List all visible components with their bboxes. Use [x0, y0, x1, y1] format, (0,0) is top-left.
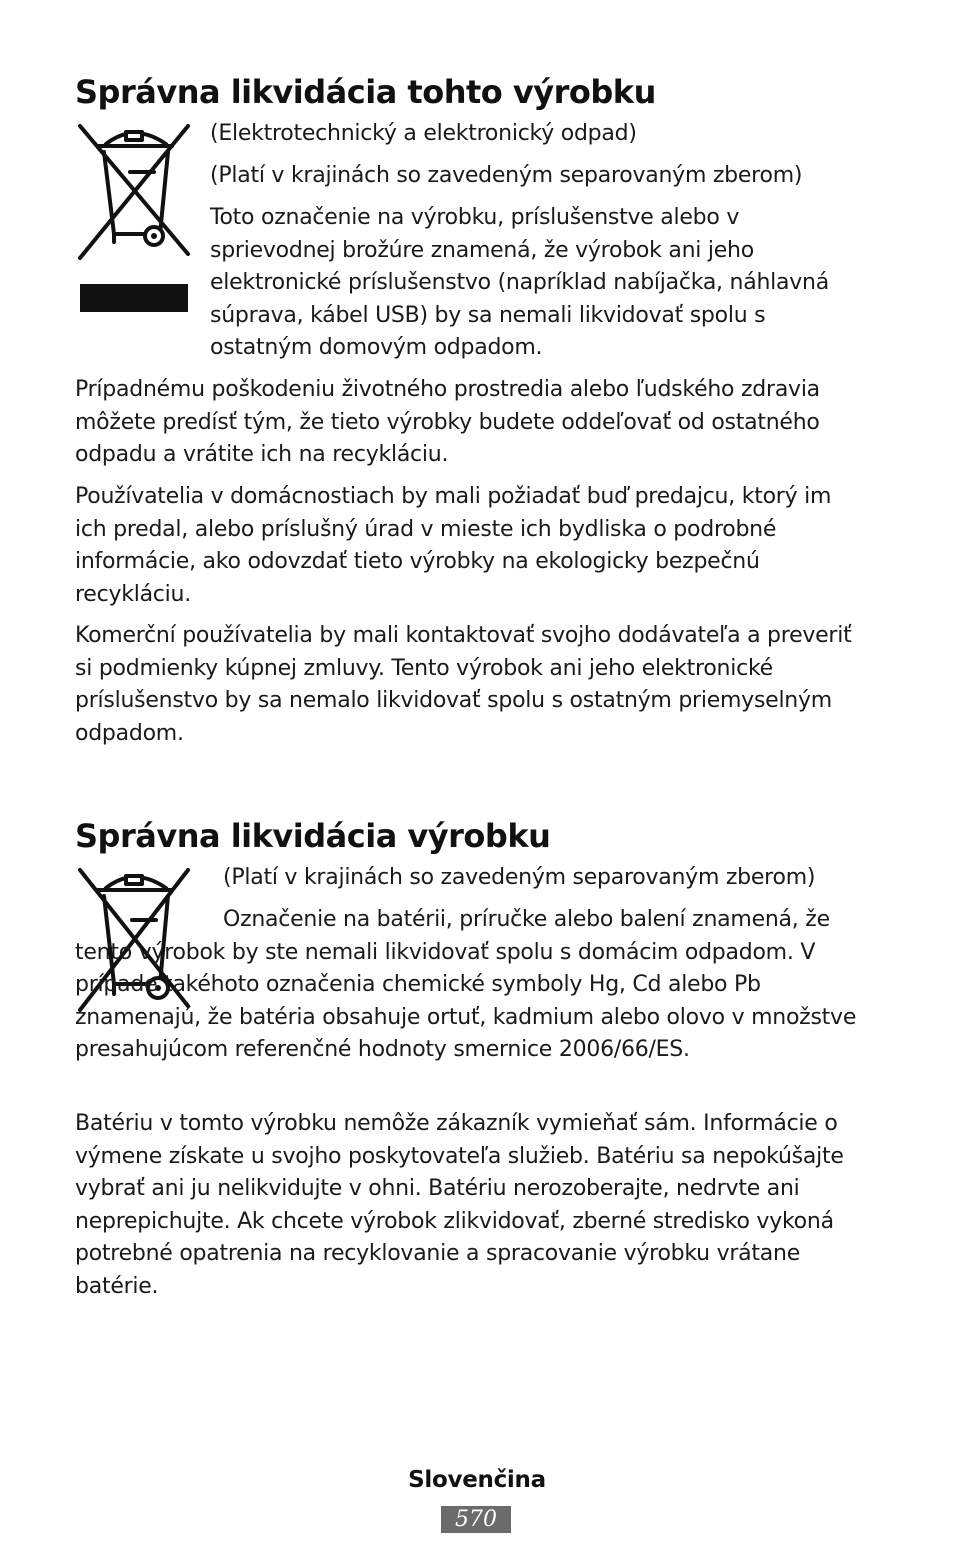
- weee-crossed-bin-icon: [74, 122, 194, 314]
- section-heading-battery-disposal: Správna likvidácia výrobku: [75, 817, 551, 855]
- intro-applicability: (Platí v krajinách so zavedeným separovaným zberom): [210, 163, 803, 188]
- paragraph-household-users: Používatelia v domácnostiach by mali požiadať buď predajcu, ktorý im ich predal, alebo príslušný úrad v mieste ich bydliska o podrobné informácie, ako odovzdať tieto výrobky na ekologicky bezpečnú recykláciu.: [75, 484, 832, 607]
- section-heading-product-disposal: Správna likvidácia tohto výrobku: [75, 73, 656, 111]
- battery-intro-marking-meaning: Označenie na batérii, príručke alebo balení znamená, že tento výrobok by ste nemali likvidovať spolu s domácim odpadom. V prípade takéhoto označenia chemické symboly Hg, Cd alebo Pb znamenajú, že batéria obsahuje ortuť, kadmium alebo olovo v množstve presahujúcom referenčné hodnoty smernice 2006/66/ES.: [75, 907, 857, 1062]
- footer-language-label: Slovenčina: [408, 1467, 546, 1493]
- battery-intro-applicability: (Platí v krajinách so zavedeným separovaným zberom): [223, 865, 816, 890]
- intro-marking-meaning: Toto označenie na výrobku, príslušenstve alebo v sprievodnej brožúre znamená, že výrobok ani jeho elektronické príslušenstvo (napríklad nabíjačka, náhlavná súprava, kábel USB) by sa nemali likvidovať spolu s ostatným domovým odpadom.: [210, 205, 829, 360]
- paragraph-commercial-users: Komerční používatelia by mali kontaktovať svojho dodávateľa a preveriť si podmienky kúpnej zmluvy. Tento výrobok ani jeho elektronické príslušenstvo by sa nemalo likvidovať spolu s ostatným priemyselným odpadom.: [75, 623, 852, 746]
- paragraph-battery-replacement: Batériu v tomto výrobku nemôže zákazník vymieňať sám. Informácie o výmene získate u svojho poskytovateľa služieb. Batériu sa nepokúšajte vybrať ani ju nelikvidujte v ohni. Batériu nerozoberajte, nedrvte ani neprepichujte. Ak chcete výrobok zlikvidovať, zberné stredisko vykoná potrebné opatrenia na recyklovanie a spracovanie výrobku vrátane batérie.: [75, 1111, 844, 1299]
- page-number: 570: [441, 1506, 511, 1533]
- intro-waste-type: (Elektrotechnický a elektronický odpad): [210, 121, 637, 146]
- paragraph-environment: Prípadnému poškodeniu životného prostredia alebo ľudského zdravia môžete predísť tým, že tieto výrobky budete oddeľovať od ostatného odpadu a vrátite ich na recykláciu.: [75, 377, 820, 467]
